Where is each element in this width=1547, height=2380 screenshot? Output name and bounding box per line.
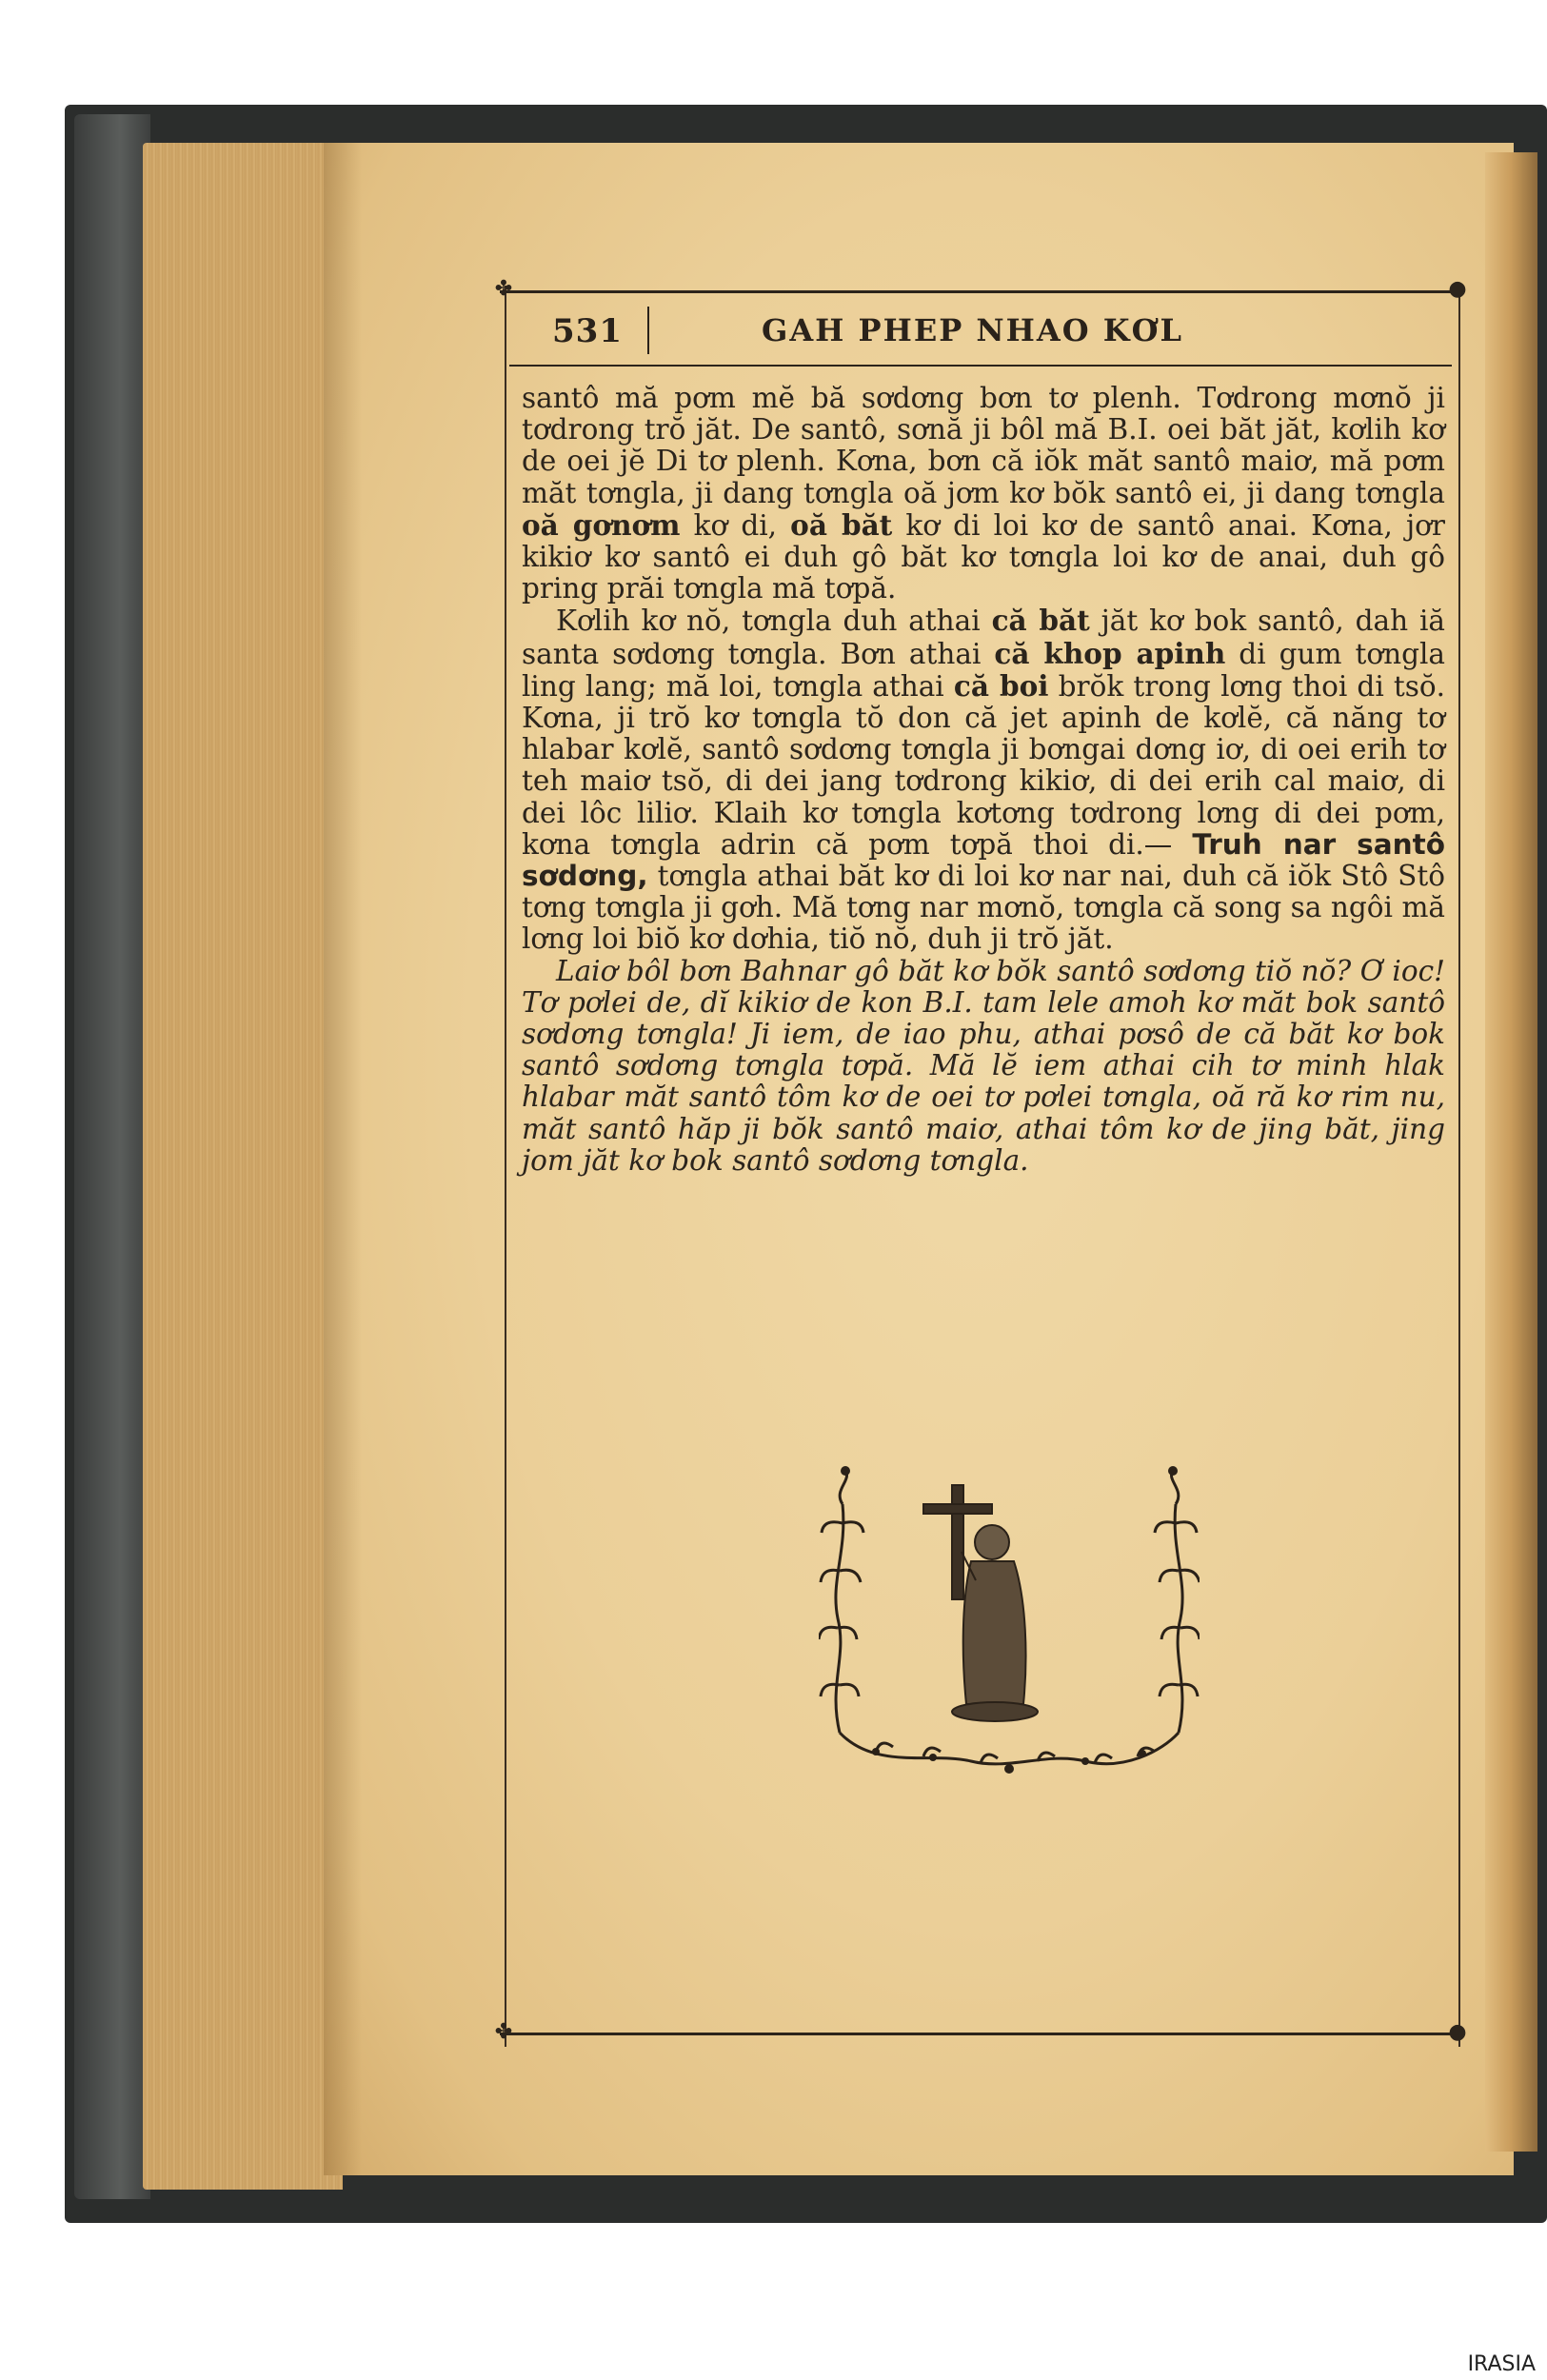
top-rule xyxy=(500,290,1461,293)
text-segment: că băt xyxy=(991,604,1090,638)
text-segment: că boi xyxy=(953,668,1049,703)
text-segment: kơ di loi kơ de santô anai. Kơna, jơr kikiơ kơ santô ei duh gô băt kơ tơngla loi kơ de anai, duh gô pring prăi tơngla mă tơpă. xyxy=(522,508,1446,605)
running-header xyxy=(514,303,1447,360)
text-segment: Laiơ bôl bơn Bahnar gô băt kơ bŏk santô sơdơng tiŏ nŏ? Ơ ioc! Tơ pơlei de, dĭ kikiơ de kon B.I. tam lele amoh kơ măt bok santô sơdơng tơngla! Ji iem, de iao phu, athai pơsô de că băt kơ bok santô sơdơng tơngla tơpă. Mă lĕ iem athai cih tơ minh hlak hlabar măt santô tôm kơ de oei tơ pơlei tơngla, oă ră kơ rim nu, măt santô hăp ji bŏk santô maiơ, athai tôm kơ de jing băt, jing jom jăt kơ bok santô sơdơng tơngla. xyxy=(522,954,1445,1177)
page-number: 531 xyxy=(552,312,623,350)
text-segment: oă băt xyxy=(790,507,893,542)
header-divider xyxy=(647,307,649,354)
text-segment: brŏk trong lơng thoi di tsŏ. Kơna, ji trŏ kơ tơngla tŏ don că jet apinh de kơlĕ, că năng tơ hlabar kơlĕ, santô sơdơng tơngla ji bơngai dơng iơ, di oei erih tơ teh maiơ tsŏ, di dei jang tơdrong kikiơ, di dei erih cal maiơ, di dei lôc liliơ. Klaih kơ tơngla kơtơng tơdrong lơng di dei pơm, kơna tơngla adrin că pơm tơpă thoi di.— xyxy=(522,669,1445,861)
text-segment: kơ di, xyxy=(680,508,791,542)
header-rule xyxy=(509,365,1452,367)
text-segment: jăt kơ bok santô, dah iă santa sơdơng tơngla. Bơn athai xyxy=(522,605,1445,670)
top-left-ornament-icon: ✤ xyxy=(494,277,513,301)
text-segment: că khop apinh xyxy=(994,636,1226,670)
running-title: GAH PHEP NHAO KƠL xyxy=(762,312,1183,348)
bottom-rule xyxy=(500,2033,1461,2035)
body-text xyxy=(522,383,1445,1177)
text-segment: tơngla athai băt kơ di loi kơ nar nai, duh că iŏk Stô Stô tơng tơngla ji gơh. Mă tơng nar mơnŏ, tơngla că song sa ngôi mă lơng loi biŏ kơ dơhia, tiŏ nŏ, duh ji trŏ jăt. xyxy=(522,860,1445,956)
text-segment: Kơlih kơ nŏ, tơngla duh athai xyxy=(556,605,992,638)
gutter-shadow xyxy=(324,143,362,2175)
paragraph-p1 xyxy=(522,383,1445,605)
saint-with-cross-illustration xyxy=(819,1466,1200,1790)
paragraph-p3 xyxy=(522,956,1445,1177)
text-segment: di gum tơngla ling lang; mă loi, tơngla athai xyxy=(522,637,1446,703)
text-segment: santô mă pơm mĕ bă sơdơng bơn tơ plenh. Tơdrong mơnŏ ji tơdrong trŏ jăt. De santô, sơnă ji bôl mă B.I. oei băt jăt, kơlih kơ de oei jĕ Di tơ plenh. Kơna, bơn că iŏk măt santô maiơ, mă pơm măt tơngla, ji dang tơngla oă jơm kơ bŏk santô ei, ji dang tơngla xyxy=(522,382,1445,509)
page-stack-edge xyxy=(143,143,343,2190)
text-segment: oă gơnơm xyxy=(522,507,681,542)
text-segment: Truh nar santô sơdơng, xyxy=(522,827,1445,893)
bottom-left-ornament-icon: ✤ xyxy=(494,2020,513,2044)
bottom-right-ornament-icon: ● xyxy=(1448,2020,1467,2044)
book-cover-edge xyxy=(74,114,150,2199)
watermark: IRASIA xyxy=(1467,2352,1536,2376)
top-right-ornament-icon: ● xyxy=(1448,277,1467,301)
book-spine-right xyxy=(1485,152,1537,2152)
paragraph-p2 xyxy=(522,605,1445,955)
